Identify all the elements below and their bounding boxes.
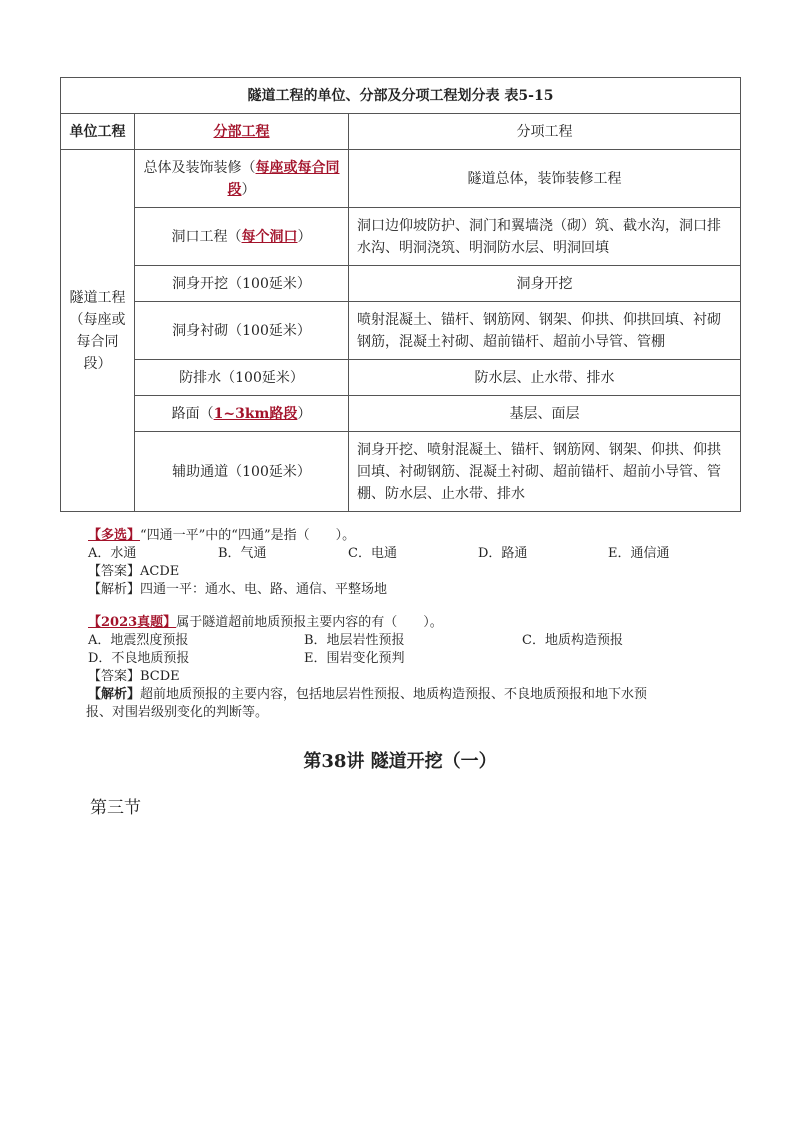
division-cell: 洞口工程（每个洞口） (135, 208, 349, 266)
option: B．气通 (218, 546, 267, 561)
options-row (88, 545, 728, 563)
analysis: 【解析】超前地质预报的主要内容，包括地层岩性预报、地质构造预报、不良地质预报和地下水预 (88, 687, 648, 702)
division-cell: 辅助通道（100延米） (135, 432, 349, 512)
item-cell: 洞身开挖 (349, 266, 741, 302)
question-1 (88, 527, 728, 599)
question-text: 属于隧道超前地质预报主要内容的有（ ）。 (176, 615, 443, 630)
division-table (60, 77, 741, 512)
header-division: 分部工程 (135, 114, 349, 150)
item-cell: 防水层、止水带、排水 (349, 360, 741, 396)
question-2 (88, 614, 728, 722)
lecture-title: 第38讲 隧道开挖（一） (303, 751, 497, 772)
option: E．围岩变化预判 (304, 651, 405, 666)
option: D．路通 (478, 546, 528, 561)
option: C．地质构造预报 (522, 633, 623, 648)
item-cell: 喷射混凝土、锚杆、钢筋网、钢架、仰拱、仰拱回填、衬砌钢筋，混凝土衬砌、超前锚杆、超前小导管、管棚 (349, 302, 741, 360)
question-text: “四通一平”中的“四通”是指（ ）。 (140, 528, 356, 543)
answer: 【答案】ACDE (88, 564, 180, 579)
analysis-continuation: 报、对围岩级别变化的判断等。 (86, 705, 269, 720)
option: D．不良地质预报 (88, 651, 190, 666)
options-row (88, 632, 728, 650)
item-cell: 基层、面层 (349, 396, 741, 432)
option: B．地层岩性预报 (304, 633, 405, 648)
item-cell: 洞口边仰坡防护、洞门和翼墙浇（砌）筑、截水沟，洞口排水沟、明洞浇筑、明洞防水层、明洞回填 (349, 208, 741, 266)
division-cell: 路面（1~3km路段） (135, 396, 349, 432)
division-cell: 洞身衬砌（100延米） (135, 302, 349, 360)
table-title: 隧道工程的单位、分部及分项工程划分表 表5-15 (61, 78, 741, 114)
division-cell: 防排水（100延米） (135, 360, 349, 396)
option: A．地震烈度预报 (88, 633, 189, 648)
option: A．水通 (88, 546, 137, 561)
options-row (88, 650, 728, 668)
option: E．通信通 (608, 546, 670, 561)
item-cell: 隧道总体，装饰装修工程 (349, 150, 741, 208)
answer: 【答案】BCDE (88, 669, 180, 684)
division-cell: 总体及装饰装修（每座或每合同段） (135, 150, 349, 208)
option: C．电通 (348, 546, 397, 561)
header-item: 分项工程 (349, 114, 741, 150)
header-unit: 单位工程 (61, 114, 135, 150)
unit-cell: 隧道工程（每座或每合同段） (61, 150, 135, 512)
question-tag: 【2023真题】 (88, 615, 177, 630)
division-cell: 洞身开挖（100延米） (135, 266, 349, 302)
item-cell: 洞身开挖、喷射混凝土、锚杆、钢筋网、钢架、仰拱、仰拱回填、衬砌钢筋、混凝土衬砌、超前锚杆、超前小导管、管棚、防水层、止水带、排水 (349, 432, 741, 512)
question-tag: 【多选】 (88, 528, 141, 543)
analysis: 【解析】四通一平：通水、电、路、通信、平整场地 (88, 582, 388, 597)
section-heading: 第三节 (90, 798, 141, 818)
